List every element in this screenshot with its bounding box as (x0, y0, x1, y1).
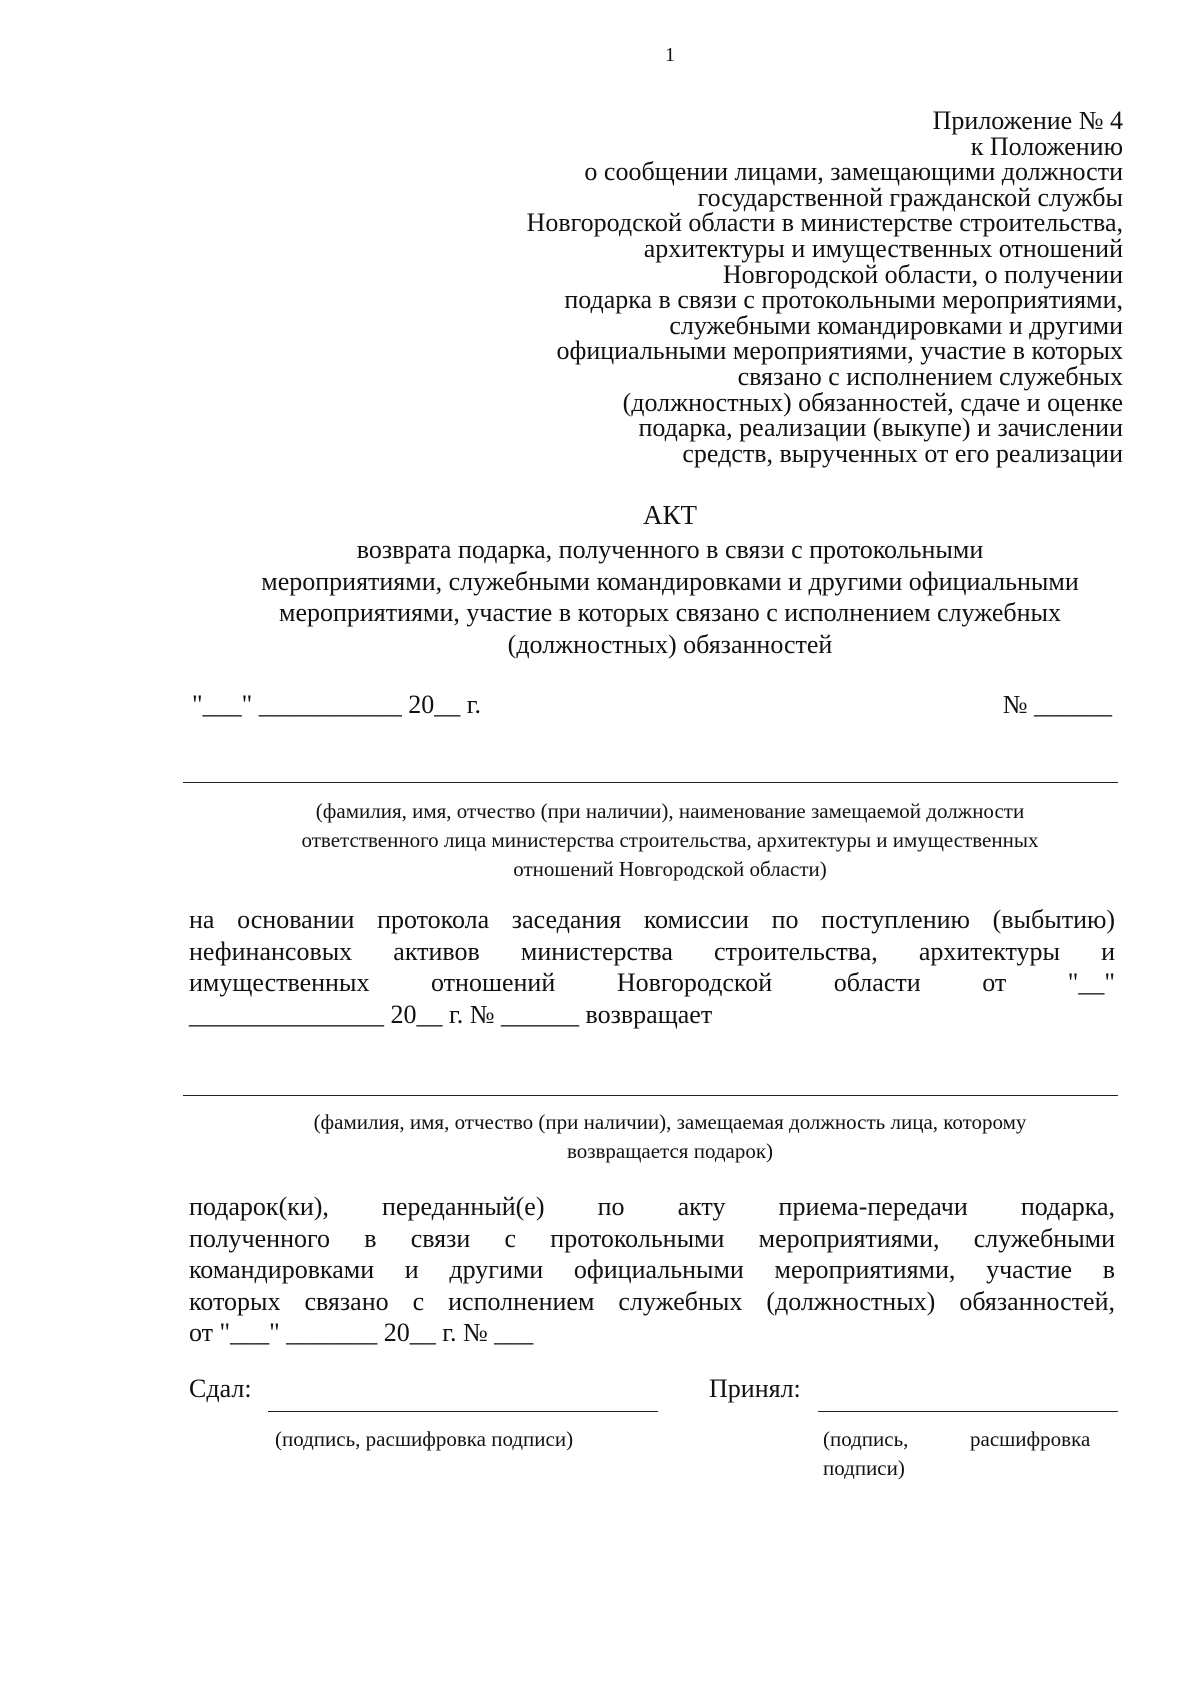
basis-paragraph-line (189, 904, 1115, 936)
word: заседания (511, 905, 622, 934)
gift-paragraph (189, 1191, 1115, 1349)
word: обязанностей, (959, 1286, 1116, 1316)
act-subtitle-line: (должностных) обязанностей (507, 629, 833, 659)
word: мероприятиями, (774, 1255, 956, 1284)
caption-line: (фамилия, имя, отчество (при наличии), замещаемая должность лица, которому (313, 1110, 1027, 1134)
word: области (833, 968, 921, 997)
word: имущественных (189, 968, 370, 997)
recipient-blank-line (183, 1095, 1118, 1096)
word: (должностных) (766, 1286, 936, 1316)
word: с (412, 1286, 425, 1316)
received-caption-part2: расшифровка (970, 1427, 1091, 1451)
page-number: 1 (665, 44, 675, 66)
caption-line: отношений Новгородской области) (513, 857, 827, 881)
word: и (1101, 936, 1116, 966)
basis-paragraph-line (189, 936, 1115, 968)
basis-paragraph-line: _______________ 20__ г. № ______ возвращает (189, 999, 713, 1029)
word: командировками (189, 1255, 375, 1284)
word: в (364, 1223, 377, 1253)
appendix-line: Новгородской области в министерстве строительства, (526, 208, 1123, 238)
word: переданный(е) (382, 1192, 545, 1221)
received-caption-part1: (подпись, (823, 1427, 909, 1451)
word: основании (237, 905, 355, 934)
caption-line: (фамилия, имя, отчество (при наличии), наименование замещаемой должности (315, 799, 1025, 823)
act-number-field: № ______ (1002, 690, 1112, 719)
appendix-line: Новгородской области, о получении (722, 259, 1123, 289)
word: исполнением (448, 1286, 595, 1316)
word: (выбытию) (992, 905, 1116, 934)
word: в (1102, 1255, 1116, 1284)
received-caption-part3: подписи) (823, 1456, 905, 1480)
caption-line: возвращается подарок) (566, 1139, 774, 1163)
act-date-field: "___" ___________ 20__ г. (192, 690, 481, 719)
word: архитектуры (918, 936, 1061, 966)
handed-over-label: Сдал: (189, 1374, 252, 1403)
word: связи (410, 1223, 471, 1253)
word: "__" (1067, 968, 1116, 997)
word: которых (189, 1286, 281, 1316)
word: отношений (431, 968, 556, 997)
word: нефинансовых (189, 936, 353, 966)
word: и (404, 1255, 419, 1284)
word: от (982, 968, 1007, 997)
basis-paragraph-line (189, 967, 1115, 999)
word: строительства, (714, 936, 878, 966)
basis-paragraph (189, 904, 1115, 1030)
word: активов (393, 936, 480, 966)
received-signature-line (818, 1411, 1118, 1412)
word: мероприятиями, (758, 1223, 940, 1253)
act-title: АКТ (643, 500, 697, 530)
caption-line: ответственного лица министерства строительства, архитектуры и имущественных (301, 828, 1039, 852)
appendix-line: средств, вырученных от его реализации (682, 438, 1123, 468)
gift-paragraph-line (189, 1254, 1115, 1286)
responsible-person-caption (150, 797, 1190, 884)
word: по (597, 1192, 625, 1221)
handed-over-caption: (подпись, расшифровка подписи) (275, 1427, 574, 1451)
received-label: Принял: (709, 1374, 801, 1403)
word: протокольными (550, 1223, 725, 1253)
word: комиссии (643, 905, 749, 934)
word: подарок(ки), (189, 1192, 329, 1221)
word: связано (304, 1286, 389, 1316)
word: на (189, 905, 215, 934)
appendix-line: служебными командировками и другими (669, 310, 1123, 340)
act-subtitle-line: мероприятиями, участие в которых связано с исполнением служебных (278, 598, 1061, 627)
appendix-line: подарка в связи с протокольными мероприятиями, (564, 285, 1123, 315)
word: Новгородской (616, 968, 773, 997)
appendix-line: государственной гражданской службы (697, 182, 1123, 212)
appendix-line: подарка, реализации (выкупе) и зачислении (638, 413, 1123, 443)
appendix-line: связано с исполнением служебных (737, 361, 1123, 391)
word: приема-передачи (778, 1192, 968, 1221)
word: служебными (973, 1223, 1116, 1253)
handed-over-signature-line (268, 1411, 658, 1412)
gift-paragraph-line (189, 1223, 1115, 1255)
word: другими (449, 1255, 544, 1284)
word: с (504, 1223, 517, 1253)
word: по (771, 905, 799, 934)
appendix-line: архитектуры и имущественных отношений (643, 233, 1123, 263)
act-subtitle (150, 534, 1190, 660)
gift-paragraph-line: от "___" _______ 20__ г. № ___ (189, 1318, 534, 1347)
word: поступлению (821, 905, 970, 934)
gift-paragraph-line (189, 1286, 1115, 1318)
word: подарка, (1020, 1192, 1116, 1221)
word: служебных (618, 1286, 743, 1316)
appendix-line: к Положению (970, 131, 1123, 161)
responsible-person-blank-line (183, 782, 1118, 783)
appendix-line: официальными мероприятиями, участие в которых (556, 336, 1123, 366)
appendix-header (403, 108, 1123, 466)
gift-paragraph-line (189, 1191, 1115, 1223)
word: министерства (520, 936, 673, 966)
word: протокола (377, 905, 490, 934)
appendix-line: (должностных) обязанностей, сдаче и оценке (622, 387, 1123, 417)
word: акту (677, 1192, 726, 1221)
act-subtitle-line: возврата подарка, полученного в связи с протокольными (356, 535, 984, 564)
recipient-caption (150, 1108, 1190, 1166)
act-subtitle-line: мероприятиями, служебными командировками и другими официальными (261, 566, 1079, 596)
appendix-line: Приложение № 4 (932, 106, 1123, 135)
appendix-line: о сообщении лицами, замещающими должности (584, 157, 1123, 187)
word: полученного (189, 1223, 331, 1253)
word: участие (986, 1255, 1073, 1284)
word: официальными (573, 1255, 744, 1284)
